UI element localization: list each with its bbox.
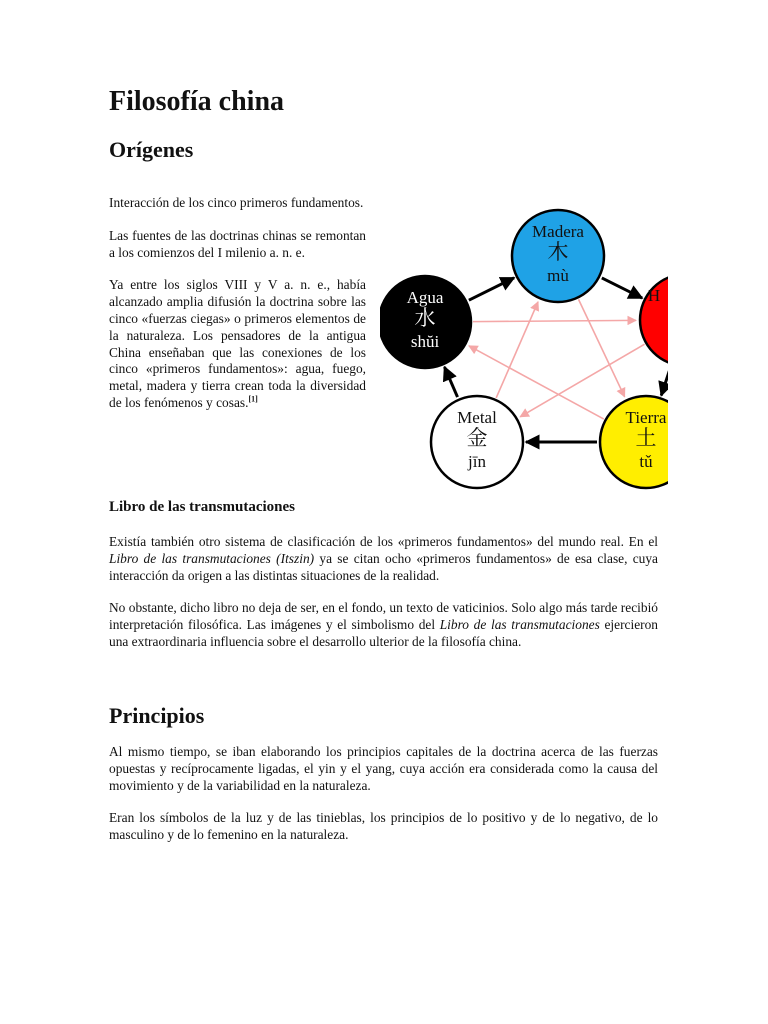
origenes-text-column bbox=[109, 195, 366, 428]
libro-p1-text-b: ya se citan ocho «primeros fundamentos» de esa clase, cuya interacción da origen a las distintas situaciones de la realidad. bbox=[109, 550, 659, 583]
controlling-arrow-madera-tierra bbox=[579, 299, 625, 396]
element-pinyin-tierra: tǔ bbox=[639, 452, 653, 471]
element-name-agua: Agua bbox=[406, 288, 444, 307]
element-hanzi-agua: 水 bbox=[414, 306, 436, 330]
principios-paragraph-1: Al mismo tiempo, se iban elaborando los principios capitales de la doctrina acerca de las fuerzas opuestas y recíprocamente ligadas, el yin y el yang, cuya acción era considerada como la causa del movimiento y de la variabilidad en la naturaleza. bbox=[109, 744, 658, 793]
figure-caption: Interacción de los cinco primeros fundamentos. bbox=[109, 195, 364, 210]
generating-arrow-madera-fuego bbox=[602, 278, 642, 298]
element-nodes bbox=[380, 210, 668, 488]
controlling-arrow-agua-fuego bbox=[473, 320, 636, 321]
element-name-fuego: H bbox=[647, 286, 661, 305]
generating-arrow-agua-madera bbox=[469, 278, 514, 300]
element-node-madera bbox=[512, 210, 604, 302]
libro-p1-text-a: Existía también otro sistema de clasificación de los «primeros fundamentos» del mundo real. En el bbox=[109, 534, 658, 549]
element-node-metal bbox=[431, 396, 523, 488]
generating-arrow-metal-agua bbox=[444, 367, 457, 397]
principios-paragraph-2: Eran los símbolos de la luz y de las tinieblas, los principios de lo positivo y de lo negativo, de lo masculino y de lo femenino en la naturaleza. bbox=[109, 810, 658, 843]
libro-section bbox=[109, 534, 658, 667]
section-heading-principios: Principios bbox=[109, 703, 205, 728]
element-hanzi-metal: 金 bbox=[466, 426, 488, 450]
footnote-link[interactable]: [1] bbox=[248, 394, 258, 404]
origenes-paragraph-2 bbox=[109, 277, 366, 411]
libro-p2-text-b: ejercieron una extraordinaria influencia sobre el desarrollo ulterior de la filosofía china. bbox=[109, 617, 658, 649]
five-elements-svg bbox=[380, 198, 668, 490]
libro-p2-text-a: No obstante, dicho libro no deja de ser, en el fondo, un texto de vaticinios. Solo algo más tarde recibió interpretación filosófica. Las imágenes y el simbolismo del bbox=[109, 600, 658, 633]
origenes-paragraph-2-text: Ya entre los siglos VIII y V a. n. e., había alcanzado amplia difusión la doctrina sobre las cinco «fuerzas ciegas» o primeros elementos de la naturaleza. Los pensadores de la antigua China enseñaban que las conexiones de los cinco «primeros fundamentos»: agua, fuego, metal, madera y tierra crean toda la diversidad de los fenómenos y cosas. bbox=[109, 277, 366, 410]
element-node-fuego bbox=[640, 274, 668, 366]
element-pinyin-madera: mù bbox=[547, 266, 569, 285]
element-hanzi-tierra: 土 bbox=[635, 426, 657, 450]
generating-arrow-fuego-tierra bbox=[661, 367, 668, 396]
element-node-agua bbox=[380, 276, 471, 368]
page-title: Filosofía china bbox=[109, 86, 285, 117]
principios-section bbox=[109, 744, 658, 860]
libro-p2-title: Libro de las transmutaciones bbox=[439, 617, 600, 633]
libro-p1-title: Libro de las transmutaciones (Itszin) bbox=[109, 550, 315, 566]
element-name-metal: Metal bbox=[457, 408, 497, 427]
element-pinyin-metal: jīn bbox=[468, 452, 486, 471]
element-name-madera: Madera bbox=[532, 222, 584, 241]
controlling-arrow-metal-madera bbox=[496, 302, 538, 398]
libro-paragraph-2 bbox=[109, 600, 658, 650]
element-name-tierra: Tierra bbox=[625, 408, 667, 427]
element-pinyin-agua: shŭi bbox=[410, 332, 440, 351]
element-node-tierra bbox=[600, 396, 668, 488]
libro-paragraph-1 bbox=[109, 534, 658, 584]
origenes-paragraph-1: Las fuentes de las doctrinas chinas se remontan a los comienzos del I milenio a. n. e. bbox=[109, 227, 366, 260]
section-heading-origenes: Orígenes bbox=[109, 137, 194, 162]
subsection-heading-libro: Libro de las transmutaciones bbox=[109, 499, 295, 515]
element-hanzi-madera: 木 bbox=[547, 240, 569, 264]
five-elements-diagram bbox=[380, 198, 668, 490]
